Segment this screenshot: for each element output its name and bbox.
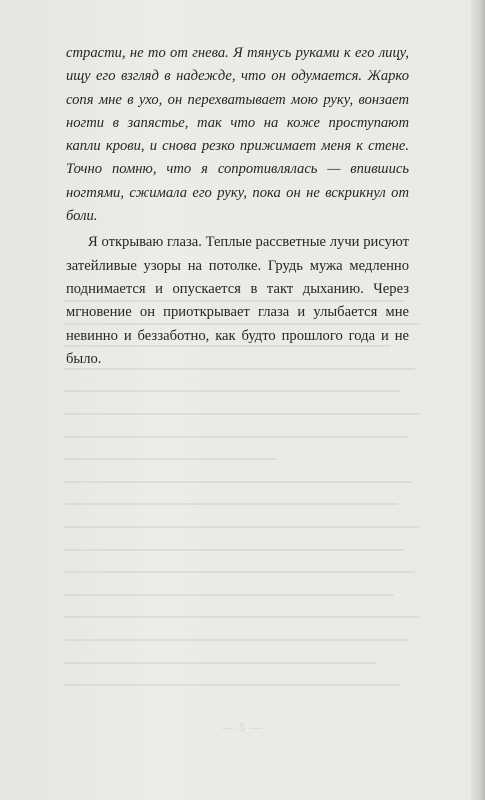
page-number: — 5 — bbox=[222, 720, 263, 734]
regular-paragraph: Я открываю глаза. Теплые рассветные лучи рисуют затейливые узоры на потолке. Грудь мужа медленно поднимается и опускается в такт дыханию. Через мгновение он приоткрывает глаза и улыбается мне невинно и беззаботно, как будто прошлого года и не было. bbox=[66, 234, 409, 367]
page-edge-shadow bbox=[471, 0, 485, 800]
page-text bbox=[66, 42, 409, 371]
italic-paragraph: страсти, не то от гнева. Я тянусь руками к его лицу, ищу его взгляд в надежде, что он одумается. Жарко сопя мне в ухо, он перехватывает мою руку, вонзает ногти в запястье, так что на коже проступают капли крови, и снова резко прижимает меня к стене. Точно помню, что я сопротивлялась — впившись ногтями, сжимала его руку, пока он не вскрикнул от боли. bbox=[66, 45, 409, 225]
